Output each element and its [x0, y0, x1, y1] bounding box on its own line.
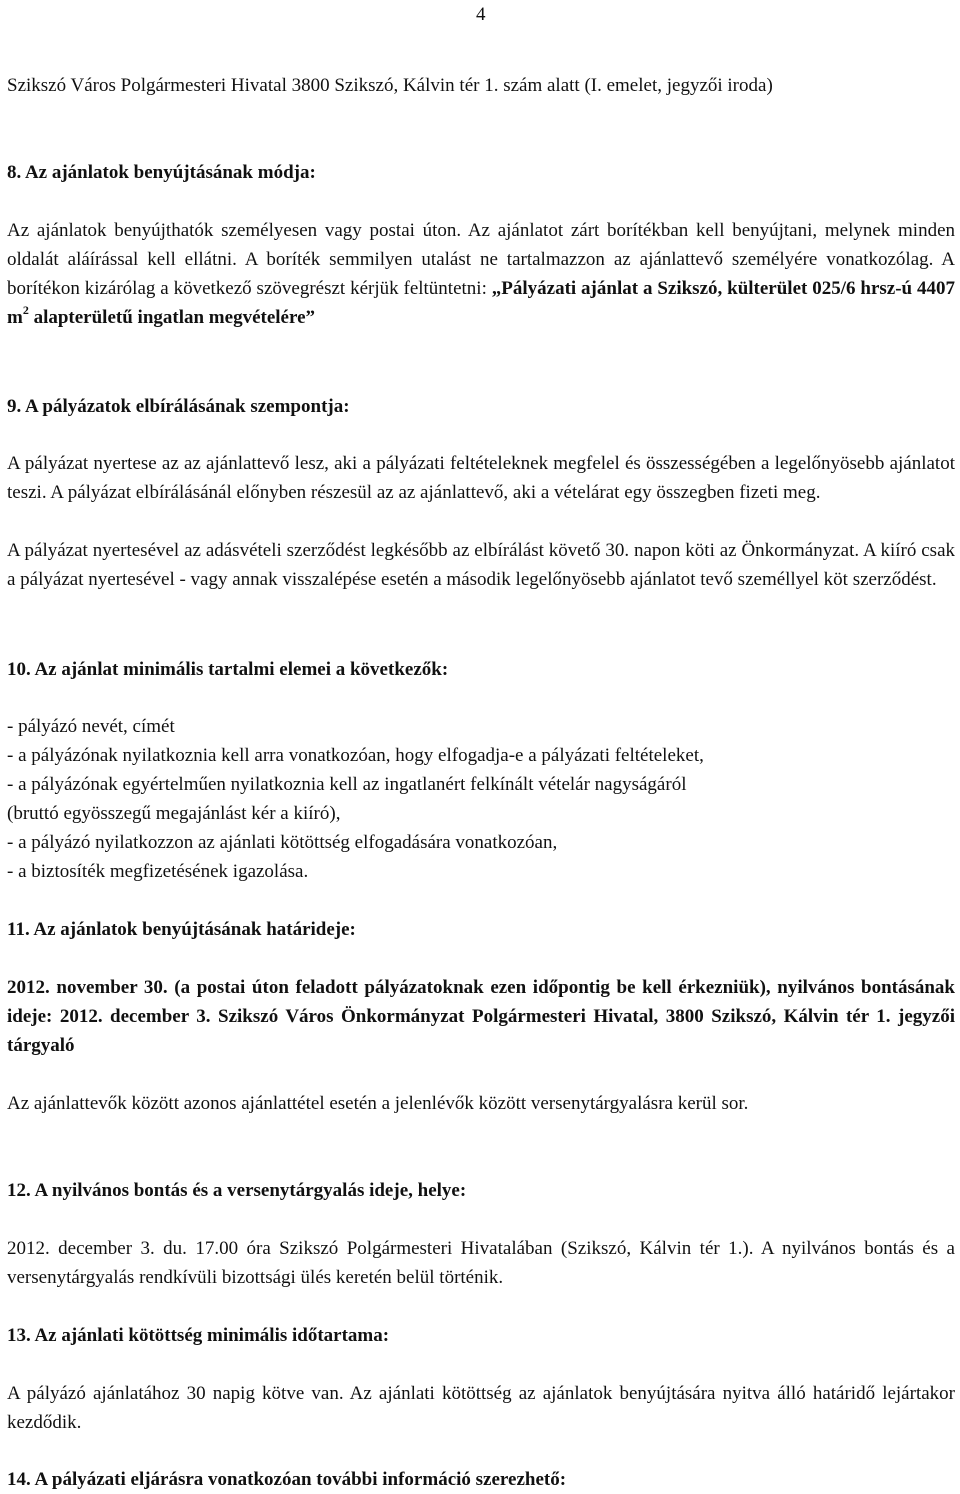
section-13-heading: 13. Az ajánlati kötöttség minimális időtartama: [7, 1325, 390, 1346]
section-10-item-1: - pályázó nevét, címét [7, 716, 175, 737]
section-10-heading: 10. Az ajánlat minimális tartalmi elemei a következők: [7, 659, 449, 680]
section-11-deadline: 2012. november 30. (a postai úton feladott pályázatoknak ezen időpontig be kell érkezniük), nyilvános bontásának ideje: 2012. december 3. Szikszó Város Önkormányzat Polgármesteri Hivatal, 3800 Szikszó, Kálvin tér 1. jegyzői tárgyaló [7, 977, 955, 1056]
section-13-paragraph: A pályázó ajánlatához 30 napig kötve van. Az ajánlati kötöttség az ajánlatok benyújtására nyitva álló határidő lejártakor kezdődik. [7, 1383, 955, 1433]
section-12-heading: 12. A nyilvános bontás és a versenytárgyalás ideje, helye: [7, 1180, 467, 1201]
section-8-heading: 8. Az ajánlatok benyújtásának módja: [7, 162, 316, 183]
section-11-paragraph: Az ajánlattevők között azonos ajánlattétel esetén a jelenlévők között versenytárgyalásra kerül sor. [7, 1093, 749, 1114]
section-10-item-3: - a pályázónak egyértelműen nyilatkoznia kell az ingatlanért felkínált vételár nagyságáról (bruttó egyösszegű megajánlást kér a kiíró), [7, 774, 687, 824]
section-9-paragraph-2: A pályázat nyertesével az adásvételi szerződést legkésőbb az elbírálást követő 30. napon köti az Önkormányzat. A kiíró csak a pályázat nyertesével - vagy annak visszalépése esetén a második legelőnyösebb ajánlatot tevő személlyel köt szerződést. [7, 540, 955, 590]
section-11-heading: 11. Az ajánlatok benyújtásának határideje: [7, 919, 356, 940]
page-number: 4 [476, 4, 486, 25]
section-8-bold-text: „Pályázati ajánlat a Szikszó, külterület 025/6 hrsz-ú 4407 m [7, 278, 956, 328]
section-10-item-5: - a biztosíték megfizetésének igazolása. [7, 861, 309, 882]
intro-paragraph: Szikszó Város Polgármesteri Hivatal 3800 Szikszó, Kálvin tér 1. szám alatt (I. emelet, jegyzői iroda) [7, 75, 773, 96]
section-9-heading: 9. A pályázatok elbírálásának szempontja: [7, 396, 350, 417]
section-12-paragraph: 2012. december 3. du. 17.00 óra Szikszó Polgármesteri Hivatalában (Szikszó, Kálvin tér 1.). A nyilvános bontás és a versenytárgyalás rendkívüli bizottsági ülés keretén belül történik. [7, 1238, 955, 1288]
section-8-paragraph [7, 216, 955, 332]
section-10-item-4: - a pályázó nyilatkozzon az ajánlati kötöttség elfogadására vonatkozóan, [7, 832, 558, 853]
section-8-text: Az ajánlatok benyújthatók személyesen vagy postai úton. Az ajánlatot zárt borítékban kell benyújtani, melynek minden oldalát aláírással kell ellátni. A boríték semmilyen utalást ne tartalmazzon az ajánlattevő személyére vonatkozólag. A borítékon kizárólag a következő szövegrészt kérjük feltüntetni: [7, 220, 955, 299]
section-10-item-2: - a pályázónak nyilatkoznia kell arra vonatkozóan, hogy elfogadja-e a pályázati feltételeket, [7, 745, 704, 766]
section-8-superscript: 2 [22, 302, 29, 317]
section-9-paragraph-1: A pályázat nyertese az az ajánlattevő lesz, aki a pályázati feltételeknek megfelel és összességében a legelőnyösebb ajánlatot teszi. A pályázat elbírálásánál előnyben részesül az az ajánlattevő, aki a vételárat egy összegben fizeti meg. [7, 453, 955, 503]
section-14-heading: 14. A pályázati eljárásra vonatkozóan további információ szerezhető: [7, 1469, 567, 1490]
section-8-bold-end: alapterületű ingatlan megvételére” [28, 307, 315, 328]
